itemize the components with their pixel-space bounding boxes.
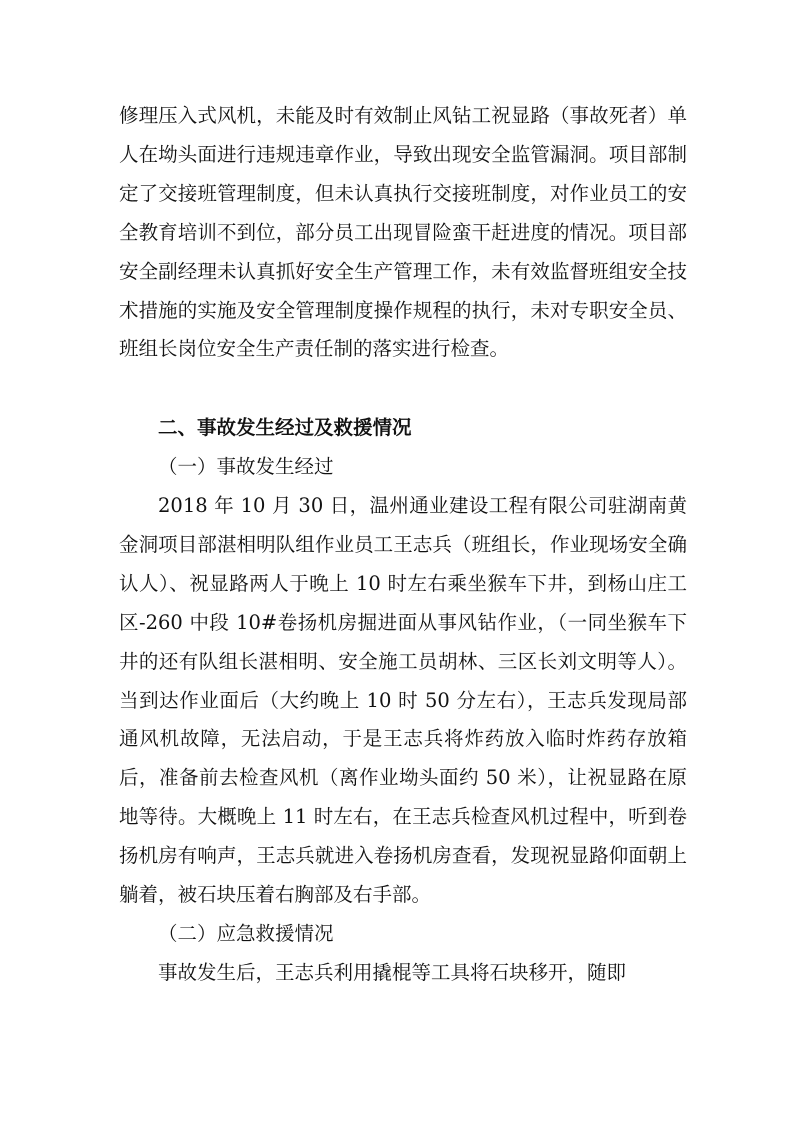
paragraph-accident-occurrence: 2018 年 10 月 30 日，温州通业建设工程有限公司驻湖南黄金洞项目部湛相明队组作业员工王志兵（班组长，作业现场安全确认人）、祝显路两人于晚上 10 时左右乘坐猴车下井，到杨山庄工区-260 中段 10#卷扬机房掘进面从事风钻作业，（一同坐猴车下井的还有队组长湛相明、安全施工员胡林、三区长刘文明等人）。当到达作业面后（大约晚上 10 时 50 分左右），王志兵发现局部通风机故障，无法启动，于是王志兵将炸药放入临时炸药存放箱后，准备前去检查风机（离作业坳头面约 50 米），让祝显路在原地等待。大概晚上 11 时左右，在王志兵检查风机过程中，听到卷扬机房有响声，王志兵就进入卷扬机房查看，发现祝显路仰面朝上躺着，被石块压着右胸部及右手部。 [119,494,687,907]
section-heading-accident-process: 二、事故发生经过及救援情况 [158,416,412,439]
subsection-heading-emergency-rescue: （二）应急救援情况 [158,922,334,945]
paragraph-emergency-rescue: 事故发生后，王志兵利用撬棍等工具将石块移开，随即 [158,961,627,984]
paragraph-responsibility: 修理压入式风机，未能及时有效制止风钻工祝显路（事故死者）单人在坳头面进行违规违章作业，导致出现安全监管漏洞。项目部制定了交接班管理制度，但未认真执行交接班制度，对作业员工的安全教育培训不到位，部分员工出现冒险蛮干赶进度的情况。项目部安全副经理未认真抓好安全生产管理工作，未有效监督班组安全技术措施的实施及安全管理制度操作规程的执行，未对专职安全员、班组长岗位安全生产责任制的落实进行检查。 [119,104,687,361]
subsection-heading-accident-occurrence: （一）事故发生经过 [158,455,334,478]
